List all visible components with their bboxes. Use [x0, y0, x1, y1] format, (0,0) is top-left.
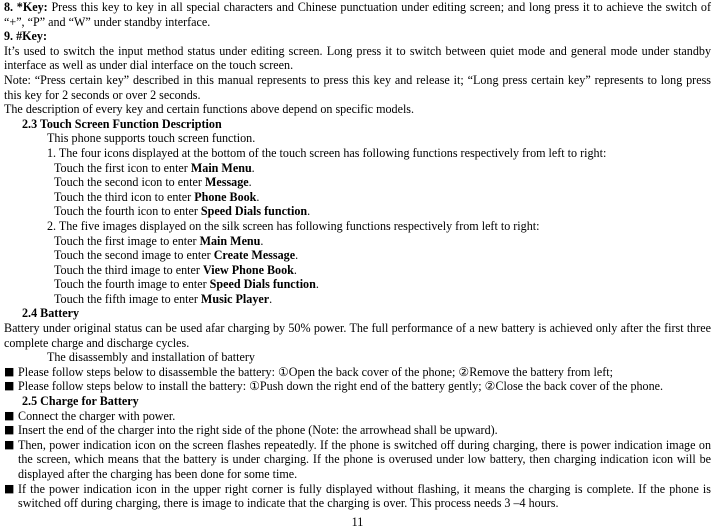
list-item: ■ If the power indication icon in the upper right corner is fully displayed without flashing, it means the charging is complete. If the phone is switched off during charging, there is image to indicate that the charging is over. This process needs 3 –4 hours. — [4, 481, 711, 511]
page-number: 11 — [351, 515, 364, 529]
icons-list-intro: 1. The four icons displayed at the bottom of the touch screen has following functions respectively from left to right: — [47, 145, 607, 160]
key8-text: Press this key to key in all special characters and Chinese punctuation under editing screen; and long press it to achieve the switch of “+”, “P” and “W” under standby interface. — [4, 0, 711, 29]
bullet-square-icon: ■ — [4, 364, 15, 378]
images-list-item: Touch the fourth image to enter Speed Dials function. — [54, 277, 319, 292]
section-2-3-heading: 2.3 Touch Screen Function Description — [22, 116, 222, 131]
list-item: ■ Insert the end of the charger into the right side of the phone (Note: the arrowhead shall be upward). — [4, 423, 498, 438]
images-list-item: Touch the second image to enter Create Message. — [54, 248, 299, 263]
description-line: The description of every key and certain functions above depend on specific models. — [4, 102, 415, 117]
images-list-item: Touch the third image to enter View Phone Book. — [54, 262, 297, 277]
battery-subheading: The disassembly and installation of battery — [47, 350, 255, 365]
images-list-item: Touch the fifth image to enter Music Player. — [54, 291, 273, 306]
bullet-square-icon: ■ — [4, 437, 15, 451]
list-item: ■ Please follow steps below to install the battery: ①Push down the right end of the battery gently; ②Close the back cover of the phone. — [4, 379, 664, 394]
bullet-square-icon: ■ — [4, 481, 15, 495]
images-list-item: Touch the first image to enter Main Menu. — [54, 233, 264, 248]
section-2-5-heading: 2.5 Charge for Battery — [22, 394, 139, 409]
images-list-intro: 2. The five images displayed on the silk screen has following functions respectively from left to right: — [47, 218, 540, 233]
icons-list-item: Touch the first icon to enter Main Menu. — [54, 160, 255, 175]
bullet-square-icon: ■ — [4, 379, 15, 393]
list-item: ■ Connect the charger with power. — [4, 408, 176, 423]
key9-label: 9. #Key: — [4, 29, 47, 44]
key8-paragraph — [4, 0, 711, 29]
key8-label: 8. *Key: — [4, 0, 48, 14]
list-item: ■ Please follow steps below to disassemble the battery: ①Open the back cover of the phone; ②Remove the battery from left; — [4, 364, 613, 379]
key9-text: It’s used to switch the input method status under editing screen. Long press it to switch between quiet mode and general mode under standby interface as well as under dial interface on the touch screen. — [4, 43, 711, 73]
battery-paragraph: Battery under original status can be used afar charging by 50% power. The full performance of a new battery is achieved only after the first three complete charge and discharge cycles. — [4, 321, 711, 350]
note-paragraph: Note: “Press certain key” described in this manual represents to press this key and release it; “Long press certain key” represents to long press this key for 2 seconds or over 2 seconds. — [4, 72, 711, 102]
icons-list-item: Touch the second icon to enter Message. — [54, 175, 252, 190]
section-2-3-intro: This phone supports touch screen function. — [47, 131, 256, 146]
bullet-square-icon: ■ — [4, 408, 15, 422]
icons-list-item: Touch the fourth icon to enter Speed Dials function. — [54, 204, 311, 219]
icons-list-item: Touch the third icon to enter Phone Book. — [54, 189, 260, 204]
list-item: ■ Then, power indication icon on the screen flashes repeatedly. If the phone is switched off during charging, there is power indication image on the screen, which means that the battery is under charging. If the phone is overused under low battery, then charging indication icon will be displayed after the charging has been done for some time. — [4, 437, 711, 481]
section-2-4-heading: 2.4 Battery — [22, 306, 80, 321]
bullet-square-icon: ■ — [4, 423, 15, 437]
